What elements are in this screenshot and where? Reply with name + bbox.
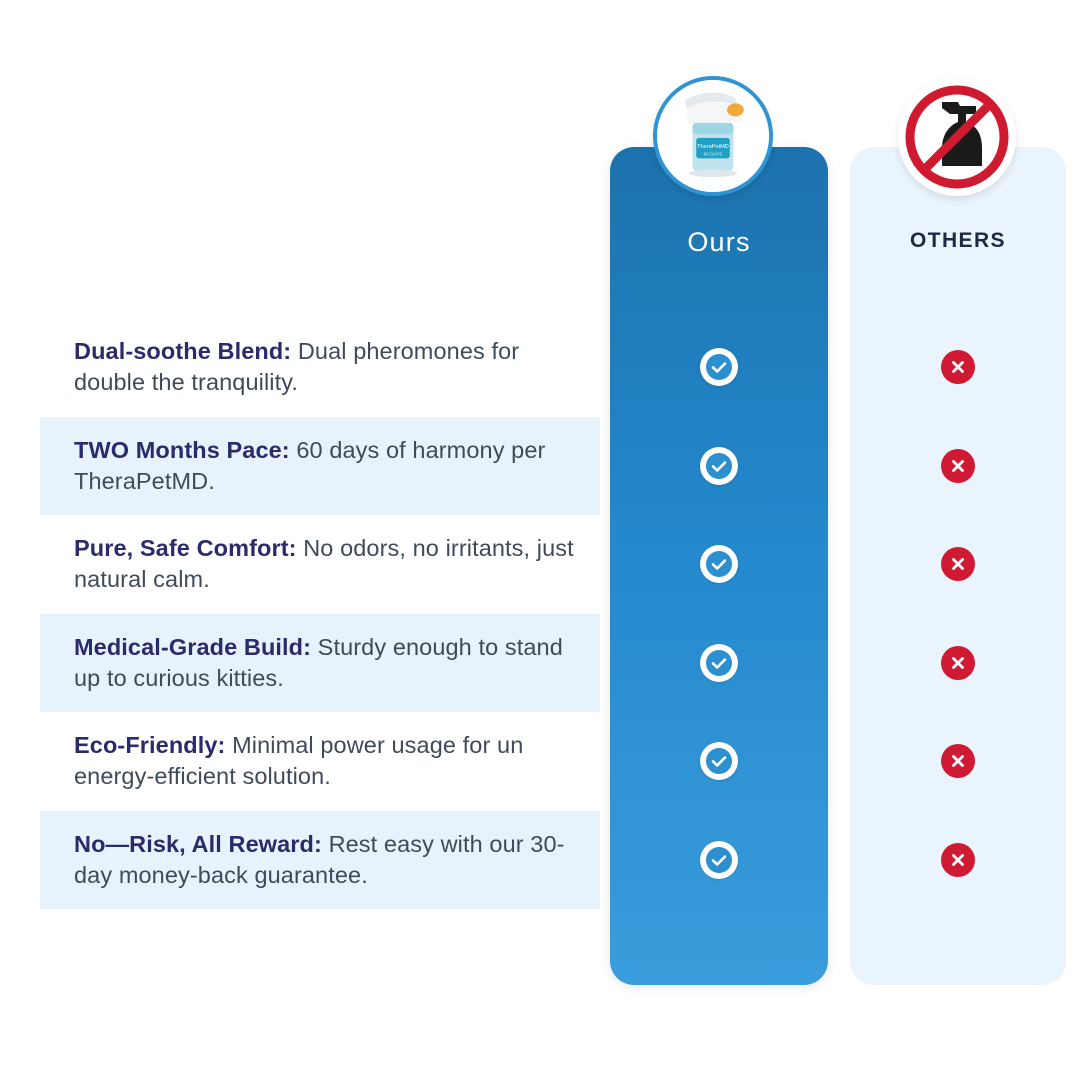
ours-check-cell	[610, 515, 828, 614]
feature-rows	[40, 318, 600, 909]
svg-text:60 DAYS: 60 DAYS	[703, 151, 723, 157]
feature-detail: 60 days of harmony per TheraPetMD.	[74, 436, 546, 494]
ours-check-cell	[610, 318, 828, 417]
feature-title: Medical-Grade Build:	[74, 633, 312, 660]
x-circle-icon	[941, 744, 975, 778]
x-circle-icon	[941, 350, 975, 384]
feature-row	[40, 417, 600, 516]
feature-detail: Minimal power usage for un energy-efficient solution.	[74, 732, 524, 790]
feature-text	[74, 829, 576, 892]
feature-detail: Sturdy enough to stand up to curious kitties.	[74, 633, 563, 691]
others-cross-cell	[850, 515, 1066, 614]
feature-text	[74, 632, 576, 695]
feature-row	[40, 811, 600, 910]
check-circle-icon	[700, 545, 738, 583]
ours-check-cell	[610, 712, 828, 811]
svg-text:TheraPetMD: TheraPetMD	[697, 144, 729, 151]
others-cross-cell	[850, 811, 1066, 910]
feature-text	[74, 435, 576, 498]
others-cross-cell	[850, 712, 1066, 811]
feature-title: Eco-Friendly:	[74, 732, 226, 758]
ours-check-cell	[610, 417, 828, 516]
feature-row	[40, 515, 600, 614]
feature-detail: Dual pheromones for double the tranquility.	[74, 338, 520, 396]
feature-row	[40, 712, 600, 811]
feature-row	[40, 318, 600, 417]
feature-title: No—Risk, All Reward:	[74, 830, 322, 857]
feature-text	[74, 730, 576, 793]
x-circle-icon	[941, 449, 975, 483]
feature-title: Pure, Safe Comfort:	[74, 535, 297, 561]
column-ours-label: Ours	[687, 227, 751, 257]
others-cross-cell	[850, 417, 1066, 516]
ours-mark-column	[610, 318, 828, 909]
feature-title: Dual-soothe Blend:	[74, 338, 292, 364]
product-jar-illustration	[657, 80, 769, 192]
feature-title: TWO Months Pace:	[74, 436, 290, 463]
feature-text	[74, 533, 576, 596]
x-circle-icon	[941, 843, 975, 877]
x-circle-icon	[941, 547, 975, 581]
product-jar-icon	[653, 76, 773, 196]
prohibited-illustration	[898, 78, 1016, 196]
ours-check-cell	[610, 614, 828, 713]
others-mark-column	[850, 318, 1066, 909]
feature-detail: Rest easy with our 30-day money-back guarantee.	[74, 830, 565, 888]
check-circle-icon	[700, 841, 738, 879]
others-cross-cell	[850, 614, 1066, 713]
check-circle-icon	[700, 644, 738, 682]
feature-text	[74, 336, 576, 399]
ours-check-cell	[610, 811, 828, 910]
column-others-label: OTHERS	[910, 229, 1006, 252]
no-spray-prohibited-icon	[898, 78, 1016, 196]
others-cross-cell	[850, 318, 1066, 417]
check-circle-icon	[700, 742, 738, 780]
check-circle-icon	[700, 447, 738, 485]
feature-row	[40, 614, 600, 713]
x-circle-icon	[941, 646, 975, 680]
check-circle-icon	[700, 348, 738, 386]
feature-detail: No odors, no irritants, just natural calm.	[74, 535, 574, 593]
